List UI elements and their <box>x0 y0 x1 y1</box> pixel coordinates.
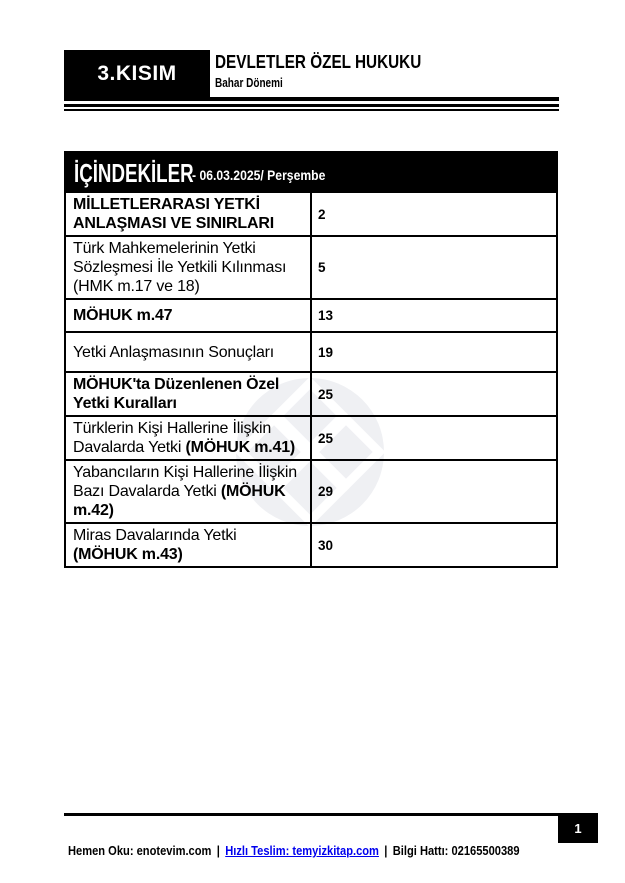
toc-row <box>65 299 557 332</box>
toc-entry-title: Miras Davalarında Yetki (MÖHUK m.43) <box>65 523 311 567</box>
header-rule-thin <box>64 109 559 111</box>
footer-delivery-link[interactable]: Hızlı Teslim: temyizkitap.com <box>225 844 379 858</box>
toc-entry-page: 25 <box>311 372 557 416</box>
footer-separator: | <box>216 844 220 858</box>
page-number: 1 <box>574 820 582 836</box>
toc-entry-page: 29 <box>311 460 557 523</box>
toc-entry-page: 19 <box>311 332 557 372</box>
course-header <box>215 52 458 90</box>
toc-entry-title: MÖHUK m.47 <box>65 299 311 332</box>
toc-table <box>64 151 558 568</box>
toc-entry-page: 13 <box>311 299 557 332</box>
toc-entry-article-ref: (MÖHUK m.43) <box>73 546 183 563</box>
toc-row <box>65 523 557 567</box>
page-number-tab <box>558 813 598 843</box>
toc-entry-page: 30 <box>311 523 557 567</box>
toc-entry-title: Yetki Anlaşmasının Sonuçları <box>65 332 311 372</box>
toc-entry-page: 2 <box>311 192 557 236</box>
toc-entry-title: Türk Mahkemelerinin Yetki Sözleşmesi İle Yetkili Kılınması (HMK m.17 ve 18) <box>65 236 311 299</box>
toc-row <box>65 332 557 372</box>
toc-row <box>65 236 557 299</box>
footer-info-line: Bilgi Hattı: 02165500389 <box>392 844 520 858</box>
toc-date: - 06.03.2025/ Perşembe <box>192 167 326 183</box>
part-number-box <box>64 50 210 98</box>
toc-entry-article-ref: (MÖHUK m.42) <box>73 483 286 519</box>
toc-row <box>65 416 557 460</box>
toc-header-cell <box>65 152 557 192</box>
toc-heading: İÇİNDEKİLER <box>74 158 194 188</box>
toc-entry-page: 25 <box>311 416 557 460</box>
header-rule-mid <box>64 104 559 107</box>
toc-row <box>65 192 557 236</box>
footer-contact-line <box>68 844 520 858</box>
footer-read-now: Hemen Oku: enotevim.com <box>68 844 212 858</box>
toc-entry-title: MÖHUK'ta Düzenlenen Özel Yetki Kuralları <box>65 372 311 416</box>
toc-entry-article-ref: (MÖHUK m.41) <box>185 439 296 456</box>
toc-entry-title: Yabancıların Kişi Hallerine İlişkin Bazı Davalarda Yetki (MÖHUK m.42) <box>65 460 311 523</box>
toc-entry-title: MİLLETLERARASI YETKİ ANLAŞMASI VE SINIRLARI <box>65 192 311 236</box>
toc-entry-page: 5 <box>311 236 557 299</box>
toc-entry-title: Türklerin Kişi Hallerine İlişkin Davalarda Yetki (MÖHUK m.41) <box>65 416 311 460</box>
toc-row <box>65 372 557 416</box>
course-term: Bahar Dönemi <box>215 76 283 90</box>
toc-header-row <box>65 152 557 192</box>
course-title: DEVLETLER ÖZEL HUKUKU <box>215 52 422 72</box>
footer-rule <box>64 813 558 816</box>
toc-row <box>65 460 557 523</box>
footer-separator: | <box>384 844 388 858</box>
part-number-label: 3.KISIM <box>97 62 177 85</box>
header-rule-thick <box>64 97 559 101</box>
